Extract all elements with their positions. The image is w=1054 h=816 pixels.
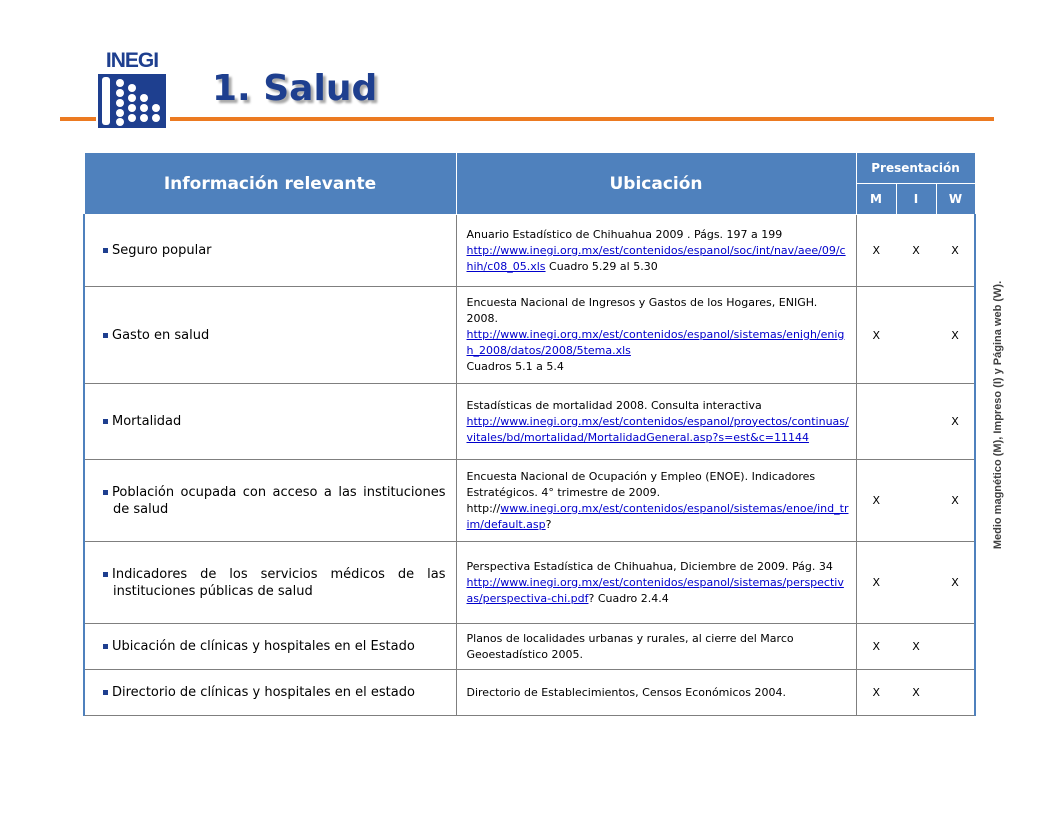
source-note: ?	[545, 517, 552, 531]
table-row	[84, 287, 975, 384]
source-link-prefix: http://	[466, 501, 501, 515]
mark-i: X	[896, 624, 936, 670]
mark-m: X	[856, 460, 896, 542]
info-table	[83, 152, 976, 716]
mark-i	[896, 542, 936, 624]
mark-i	[896, 460, 936, 542]
source-text: Perspectiva Estadística de Chihuahua, Diciembre de 2009. Pág. 34	[466, 559, 833, 573]
bullet-icon	[103, 572, 108, 577]
bullet-icon	[103, 333, 108, 338]
source-note: Cuadros 5.1 a 5.4	[466, 360, 564, 373]
source-link[interactable]: http://www.inegi.org.mx/est/contenidos/espanol/soc/int/nav/aee/09/chih/c08_05.xls	[466, 243, 846, 273]
table-row	[84, 384, 975, 460]
mark-w: X	[936, 460, 975, 542]
table-row	[84, 670, 975, 716]
info-label: Mortalidad	[112, 414, 182, 429]
bullet-icon	[103, 690, 108, 695]
inegi-logo	[96, 50, 168, 128]
source-text: Estadísticas de mortalidad 2008. Consulta interactiva	[466, 398, 762, 412]
info-label: Ubicación de clínicas y hospitales en el Estado	[112, 639, 415, 654]
mark-m: X	[856, 287, 896, 384]
mark-w: X	[936, 215, 975, 287]
mark-m: X	[856, 670, 896, 716]
side-note	[990, 262, 1006, 568]
table-row	[84, 624, 975, 670]
source-link[interactable]: http://www.inegi.org.mx/est/contenidos/espanol/proyectos/continuas/vitales/bd/mortalidad/MortalidadGeneral.asp?s=est&c=11144	[466, 414, 849, 444]
side-note-text: Medio magnético (M), Impreso (I) y Página web (W).	[992, 280, 1004, 550]
source-note: Cuadro 5.29 al 5.30	[545, 259, 658, 273]
table-row	[84, 460, 975, 542]
mark-w	[936, 624, 975, 670]
mark-w	[936, 670, 975, 716]
source-text: Directorio de Establecimientos, Censos Económicos 2004.	[466, 685, 786, 699]
page-title: 1. Salud	[212, 68, 378, 109]
info-label: Gasto en salud	[112, 327, 210, 343]
source-text: Encuesta Nacional de Ocupación y Empleo (ENOE). Indicadores Estratégicos. 4° trimestre de 2009.	[466, 469, 816, 499]
header-rule-left	[60, 117, 96, 121]
mark-w: X	[936, 542, 975, 624]
bullet-icon	[103, 490, 108, 495]
info-label: Población ocupada con acceso a las instituciones de salud	[112, 484, 446, 517]
mark-m: X	[856, 624, 896, 670]
source-link[interactable]: http://www.inegi.org.mx/est/contenidos/espanol/sistemas/perspectivas/perspectiva-chi.pdf	[466, 575, 844, 605]
logo-text: INEGI	[105, 49, 159, 72]
source-note: ? Cuadro 2.4.4	[588, 591, 669, 605]
mark-m	[856, 384, 896, 460]
table-row	[84, 215, 975, 287]
bullet-icon	[103, 248, 108, 253]
mark-i	[896, 287, 936, 384]
mark-i: X	[896, 215, 936, 287]
col-header-i: I	[896, 184, 936, 215]
info-label: Indicadores de los servicios médicos de las instituciones públicas de salud	[112, 566, 446, 599]
abacus-icon	[98, 74, 166, 128]
mark-m: X	[856, 215, 896, 287]
source-text: Encuesta Nacional de Ingresos y Gastos de los Hogares, ENIGH. 2008.	[466, 296, 818, 325]
source-text: Anuario Estadístico de Chihuahua 2009 . Págs. 197 a 199	[466, 227, 783, 241]
info-label: Directorio de clínicas y hospitales en el estado	[112, 685, 415, 700]
header-rule-right	[170, 117, 994, 121]
bullet-icon	[103, 419, 108, 424]
mark-w: X	[936, 384, 975, 460]
source-link[interactable]: www.inegi.org.mx/est/contenidos/espanol/sistemas/enoe/ind_trim/default.asp	[466, 501, 849, 531]
col-header-ubicacion: Ubicación	[456, 153, 856, 215]
col-header-presentacion: Presentación	[856, 153, 975, 184]
info-label: Seguro popular	[112, 243, 212, 258]
mark-i	[896, 384, 936, 460]
col-header-w: W	[936, 184, 975, 215]
col-header-m: M	[856, 184, 896, 215]
source-link[interactable]: http://www.inegi.org.mx/est/contenidos/espanol/sistemas/enigh/enigh_2008/datos/2008/5tema.xls	[466, 328, 845, 357]
table-row	[84, 542, 975, 624]
mark-i: X	[896, 670, 936, 716]
mark-m: X	[856, 542, 896, 624]
mark-w: X	[936, 287, 975, 384]
source-text: Planos de localidades urbanas y rurales, al cierre del Marco Geoestadístico 2005.	[466, 631, 794, 661]
bullet-icon	[103, 644, 108, 649]
col-header-info: Información relevante	[84, 153, 456, 215]
